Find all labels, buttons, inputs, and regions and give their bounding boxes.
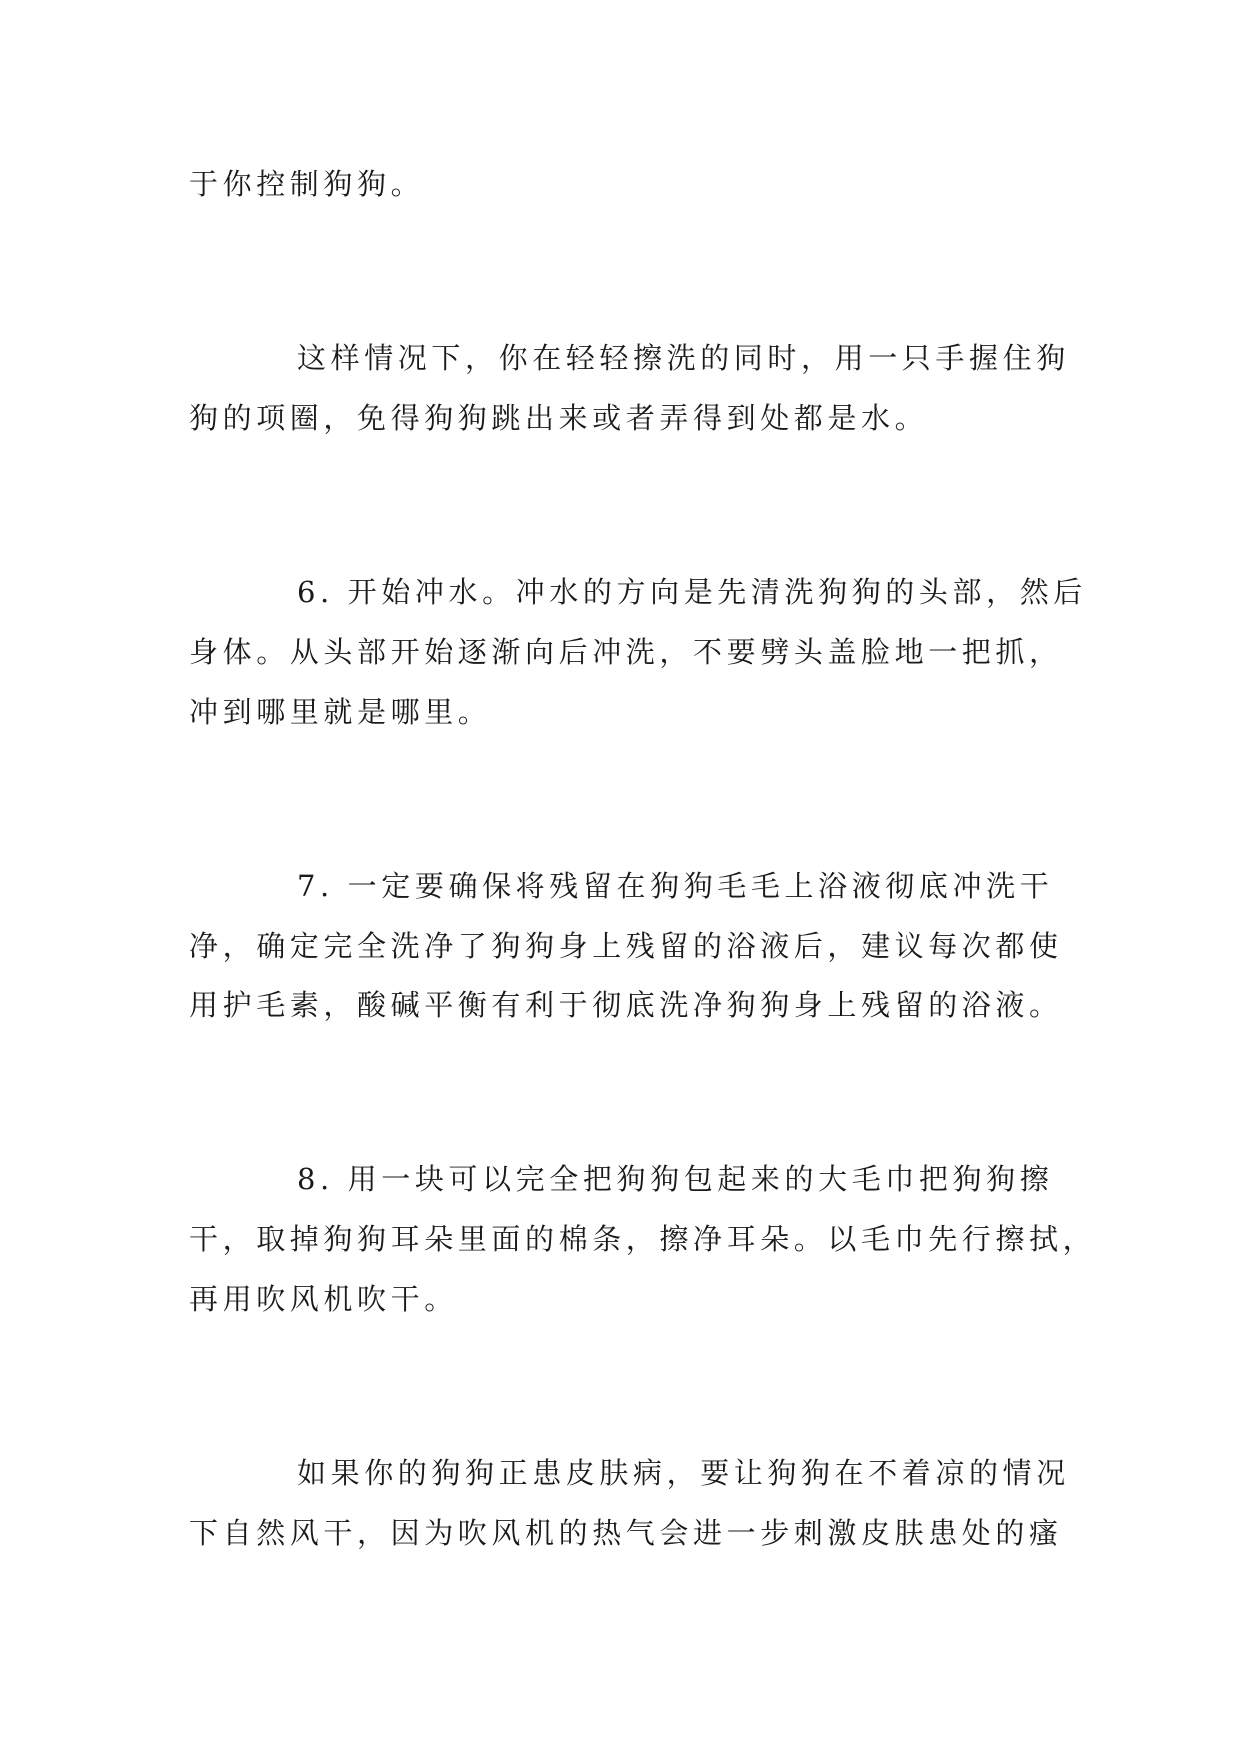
paragraph-line: 再用吹风机吹干。 <box>189 1282 458 1316</box>
paragraph-line: 这样情况下，你在轻轻擦洗的同时，用一只手握住狗 <box>297 341 1070 375</box>
paragraph-line: 狗的项圈，免得狗狗跳出来或者弄得到处都是水。 <box>189 401 929 435</box>
paragraph-line: 如果你的狗狗正患皮肤病，要让狗狗在不着凉的情况 <box>297 1456 1070 1490</box>
paragraph-line: 于你控制狗狗。 <box>189 167 425 201</box>
paragraph-line: 7. 一定要确保将残留在狗狗毛毛上浴液彻底冲洗干 <box>297 869 1054 903</box>
paragraph-line: 用护毛素，酸碱平衡有利于彻底洗净狗狗身上残留的浴液。 <box>189 988 1063 1022</box>
paragraph-line: 8. 用一块可以完全把狗狗包起来的大毛巾把狗狗擦 <box>297 1162 1054 1196</box>
paragraph-line: 冲到哪里就是哪里。 <box>189 695 492 729</box>
paragraph-line: 身体。从头部开始逐渐向后冲洗，不要劈头盖脸地一把抓， <box>189 635 1063 669</box>
paragraph-line: 下自然风干，因为吹风机的热气会进一步刺激皮肤患处的瘙 <box>189 1516 1063 1550</box>
paragraph-line: 净，确定完全洗净了狗狗身上残留的浴液后，建议每次都使 <box>189 929 1063 963</box>
paragraph-line: 干，取掉狗狗耳朵里面的棉条，擦净耳朵。以毛巾先行擦拭， <box>189 1222 1097 1256</box>
paragraph-line: 6. 开始冲水。冲水的方向是先清洗狗狗的头部，然后 <box>297 575 1087 609</box>
